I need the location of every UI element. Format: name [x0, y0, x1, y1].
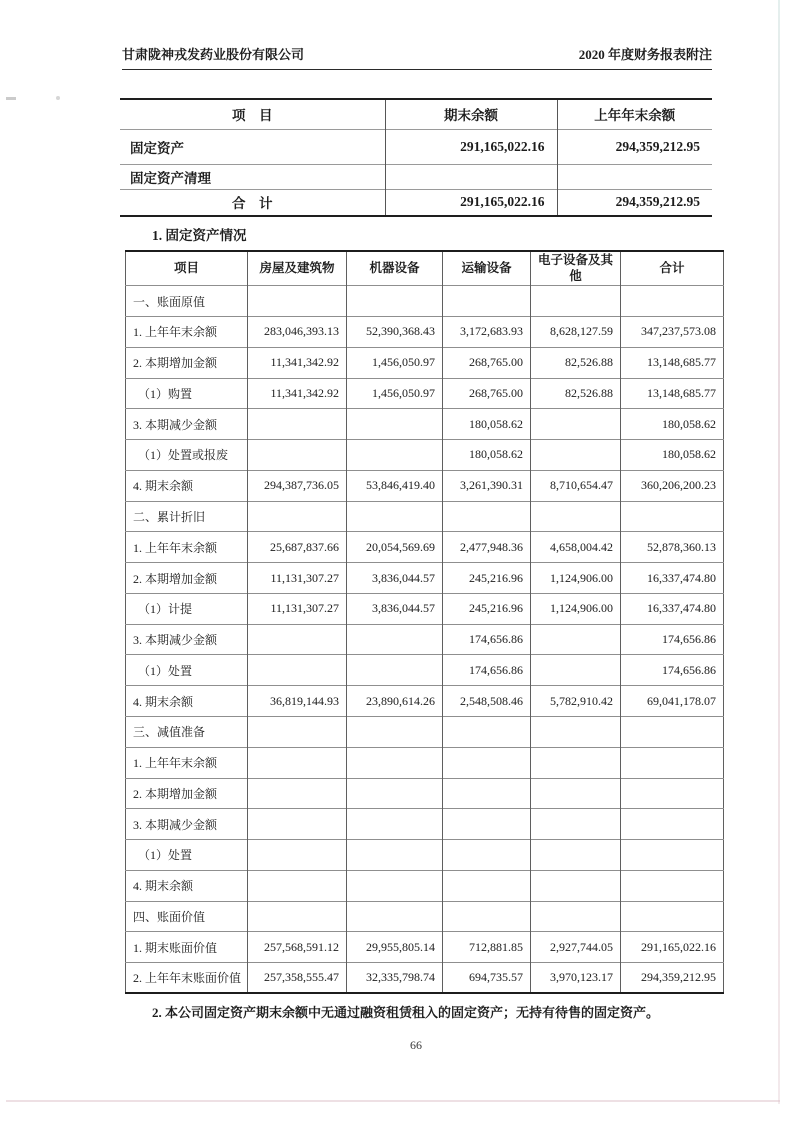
table-row	[126, 532, 724, 563]
table-row	[126, 932, 724, 963]
row-value	[347, 778, 443, 809]
summary-table-row	[120, 189, 712, 216]
row-value: 4,658,004.42	[531, 532, 621, 563]
table-row	[126, 409, 724, 440]
row-value	[347, 655, 443, 686]
row-value	[621, 286, 724, 317]
table-row	[126, 655, 724, 686]
row-value: 268,765.00	[443, 347, 531, 378]
row-value	[347, 409, 443, 440]
row-value: 5,782,910.42	[531, 686, 621, 717]
row-value: 245,216.96	[443, 593, 531, 624]
table-row	[126, 870, 724, 901]
scan-edge-artifact-right	[778, 0, 780, 1104]
row-value: 13,148,685.77	[621, 347, 724, 378]
row-value	[347, 624, 443, 655]
row-label: 3. 本期减少金额	[126, 624, 248, 655]
summary-table-row	[120, 129, 712, 164]
row-value	[531, 809, 621, 840]
row-value: 11,341,342.92	[248, 378, 347, 409]
row-value: 3,970,123.17	[531, 963, 621, 994]
summary-header-prior-year-balance: 上年年末余额	[594, 108, 676, 124]
row-value	[621, 501, 724, 532]
row-value	[621, 747, 724, 778]
row-value: 3,836,044.57	[347, 563, 443, 594]
row-value: 8,628,127.59	[531, 317, 621, 348]
summary-header-row	[120, 99, 712, 129]
row-value	[621, 778, 724, 809]
detail-header-electronics: 电子设备及其他	[531, 251, 621, 286]
table-row	[126, 563, 724, 594]
row-value: 69,041,178.07	[621, 686, 724, 717]
table-row	[126, 378, 724, 409]
row-label: （1）处置	[126, 840, 248, 871]
row-value	[531, 716, 621, 747]
table-row	[126, 840, 724, 871]
section-title: 1. 固定资产情况	[152, 228, 247, 243]
row-label: 4. 期末余额	[126, 870, 248, 901]
row-value	[531, 440, 621, 471]
row-value	[443, 778, 531, 809]
row-value	[347, 901, 443, 932]
detail-header-total: 合计	[659, 260, 685, 275]
row-value: 180,058.62	[443, 440, 531, 471]
row-label: 三、减值准备	[126, 716, 248, 747]
detail-header-row	[126, 251, 724, 286]
row-value	[621, 840, 724, 871]
row-value	[443, 840, 531, 871]
company-name: 甘肃陇神戎发药业股份有限公司	[122, 47, 305, 62]
table-row	[126, 747, 724, 778]
row-value: 3,261,390.31	[443, 470, 531, 501]
row-value	[621, 716, 724, 747]
row-value: 1,124,906.00	[531, 563, 621, 594]
row-value: 283,046,393.13	[248, 317, 347, 348]
row-value: 291,165,022.16	[621, 932, 724, 963]
row-value	[531, 747, 621, 778]
table-row	[126, 624, 724, 655]
row-value: 16,337,474.80	[621, 593, 724, 624]
row-value	[443, 747, 531, 778]
row-value: 1,456,050.97	[347, 347, 443, 378]
summary-table-body	[120, 129, 712, 216]
row-value	[531, 901, 621, 932]
table-row	[126, 716, 724, 747]
row-value	[248, 716, 347, 747]
row-value: 347,237,573.08	[621, 317, 724, 348]
row-value	[248, 747, 347, 778]
row-value: 20,054,569.69	[347, 532, 443, 563]
row-value: 52,878,360.13	[621, 532, 724, 563]
row-label: 3. 本期减少金额	[126, 409, 248, 440]
row-value	[347, 840, 443, 871]
row-value	[248, 286, 347, 317]
row-value	[531, 655, 621, 686]
row-label: 4. 期末余额	[126, 686, 248, 717]
scan-edge-artifact-bottom	[6, 1100, 780, 1102]
row-value	[248, 840, 347, 871]
summary-header-ending-balance: 期末余额	[385, 99, 557, 129]
row-value: 2,477,948.36	[443, 532, 531, 563]
table-row	[126, 963, 724, 994]
row-label: 2. 本期增加金额	[126, 778, 248, 809]
row-value	[347, 716, 443, 747]
row-value: 23,890,614.26	[347, 686, 443, 717]
row-value: 174,656.86	[621, 655, 724, 686]
detail-header-item: 项目	[126, 251, 248, 286]
table-row	[126, 809, 724, 840]
row-value: 3,836,044.57	[347, 593, 443, 624]
row-label: 2. 本期增加金额	[126, 347, 248, 378]
row-value: 32,335,798.74	[347, 963, 443, 994]
row-value	[248, 501, 347, 532]
table-row	[126, 686, 724, 717]
fixed-assets-detail-table	[125, 250, 724, 994]
row-value: 291,165,022.16	[385, 189, 557, 216]
row-value: 8,710,654.47	[531, 470, 621, 501]
row-value	[248, 655, 347, 686]
row-value	[248, 870, 347, 901]
row-label: 1. 上年年末余额	[126, 747, 248, 778]
row-value	[443, 286, 531, 317]
summary-header-item: 项 目	[120, 99, 385, 129]
row-value: 2,927,744.05	[531, 932, 621, 963]
row-value	[531, 409, 621, 440]
table-row	[126, 347, 724, 378]
document-title: 2020 年度财务报表附注	[578, 47, 712, 62]
row-label: （1）计提	[126, 593, 248, 624]
row-value	[443, 870, 531, 901]
row-value: 257,568,591.12	[248, 932, 347, 963]
row-value	[621, 809, 724, 840]
row-value: 180,058.62	[443, 409, 531, 440]
row-value: 360,206,200.23	[621, 470, 724, 501]
row-value	[248, 901, 347, 932]
fixed-assets-summary-table	[120, 98, 712, 217]
row-value	[621, 870, 724, 901]
table-row	[126, 901, 724, 932]
row-value: 174,656.86	[443, 624, 531, 655]
row-value	[347, 747, 443, 778]
row-value: 29,955,805.14	[347, 932, 443, 963]
row-value	[248, 809, 347, 840]
row-value: 82,526.88	[531, 347, 621, 378]
row-value: 268,765.00	[443, 378, 531, 409]
table-row	[126, 470, 724, 501]
row-value	[531, 840, 621, 871]
scan-speck	[6, 97, 16, 100]
row-value	[248, 409, 347, 440]
detail-header-buildings: 房屋及建筑物	[248, 251, 347, 286]
row-label: （1）处置或报废	[126, 440, 248, 471]
row-value: 245,216.96	[443, 563, 531, 594]
row-value	[347, 286, 443, 317]
row-label: 1. 期末账面价值	[126, 932, 248, 963]
row-value: 25,687,837.66	[248, 532, 347, 563]
row-value	[347, 870, 443, 901]
table-row	[126, 593, 724, 624]
row-label: 3. 本期减少金额	[126, 809, 248, 840]
row-value: 36,819,144.93	[248, 686, 347, 717]
page-number: 66	[410, 1038, 422, 1052]
row-value	[443, 809, 531, 840]
row-label: （1）处置	[126, 655, 248, 686]
row-value	[385, 164, 557, 189]
row-value	[531, 870, 621, 901]
row-value	[531, 501, 621, 532]
row-label: 4. 期末余额	[126, 470, 248, 501]
table-row	[126, 317, 724, 348]
row-value: 11,131,307.27	[248, 593, 347, 624]
row-label: 四、账面价值	[126, 901, 248, 932]
row-value: 2,548,508.46	[443, 686, 531, 717]
row-value: 13,148,685.77	[621, 378, 724, 409]
row-label: 一、账面原值	[126, 286, 248, 317]
row-label: 1. 上年年末余额	[126, 532, 248, 563]
row-label: 二、累计折旧	[126, 501, 248, 532]
row-label: 合 计	[120, 189, 385, 216]
row-value: 53,846,419.40	[347, 470, 443, 501]
row-value	[621, 901, 724, 932]
row-value: 1,124,906.00	[531, 593, 621, 624]
row-value	[443, 501, 531, 532]
row-value	[347, 440, 443, 471]
row-value: 16,337,474.80	[621, 563, 724, 594]
summary-table-row	[120, 164, 712, 189]
row-label: （1）购置	[126, 378, 248, 409]
table-row	[126, 501, 724, 532]
detail-header-vehicles: 运输设备	[443, 251, 531, 286]
row-value: 294,359,212.95	[557, 189, 712, 216]
row-value: 174,656.86	[443, 655, 531, 686]
row-value	[531, 778, 621, 809]
row-value: 82,526.88	[531, 378, 621, 409]
row-value	[347, 809, 443, 840]
row-label: 固定资产清理	[120, 164, 385, 189]
page-header	[122, 44, 712, 70]
row-value: 1,456,050.97	[347, 378, 443, 409]
row-value: 294,359,212.95	[557, 129, 712, 164]
row-value	[248, 778, 347, 809]
row-value	[248, 440, 347, 471]
row-value: 52,390,368.43	[347, 317, 443, 348]
row-value: 294,359,212.95	[621, 963, 724, 994]
row-label: 固定资产	[120, 129, 385, 164]
row-value: 291,165,022.16	[385, 129, 557, 164]
row-value	[531, 286, 621, 317]
table-row	[126, 440, 724, 471]
row-value	[347, 501, 443, 532]
row-value: 11,341,342.92	[248, 347, 347, 378]
row-value: 712,881.85	[443, 932, 531, 963]
row-value	[443, 716, 531, 747]
row-value	[557, 164, 712, 189]
row-value: 174,656.86	[621, 624, 724, 655]
scan-speck	[56, 96, 60, 100]
row-value: 180,058.62	[621, 440, 724, 471]
table-row	[126, 778, 724, 809]
row-label: 1. 上年年末余额	[126, 317, 248, 348]
table-row	[126, 286, 724, 317]
fixed-assets-body	[126, 286, 724, 994]
row-value	[248, 624, 347, 655]
detail-header-machinery: 机器设备	[347, 251, 443, 286]
row-value	[443, 901, 531, 932]
row-value: 180,058.62	[621, 409, 724, 440]
row-value: 257,358,555.47	[248, 963, 347, 994]
row-value: 11,131,307.27	[248, 563, 347, 594]
row-value: 694,735.57	[443, 963, 531, 994]
footnote: 2. 本公司固定资产期末余额中无通过融资租赁租入的固定资产；无持有待售的固定资产。	[152, 1005, 660, 1020]
row-value: 294,387,736.05	[248, 470, 347, 501]
row-label: 2. 上年年末账面价值	[126, 963, 248, 994]
row-label: 2. 本期增加金额	[126, 563, 248, 594]
row-value: 3,172,683.93	[443, 317, 531, 348]
row-value	[531, 624, 621, 655]
